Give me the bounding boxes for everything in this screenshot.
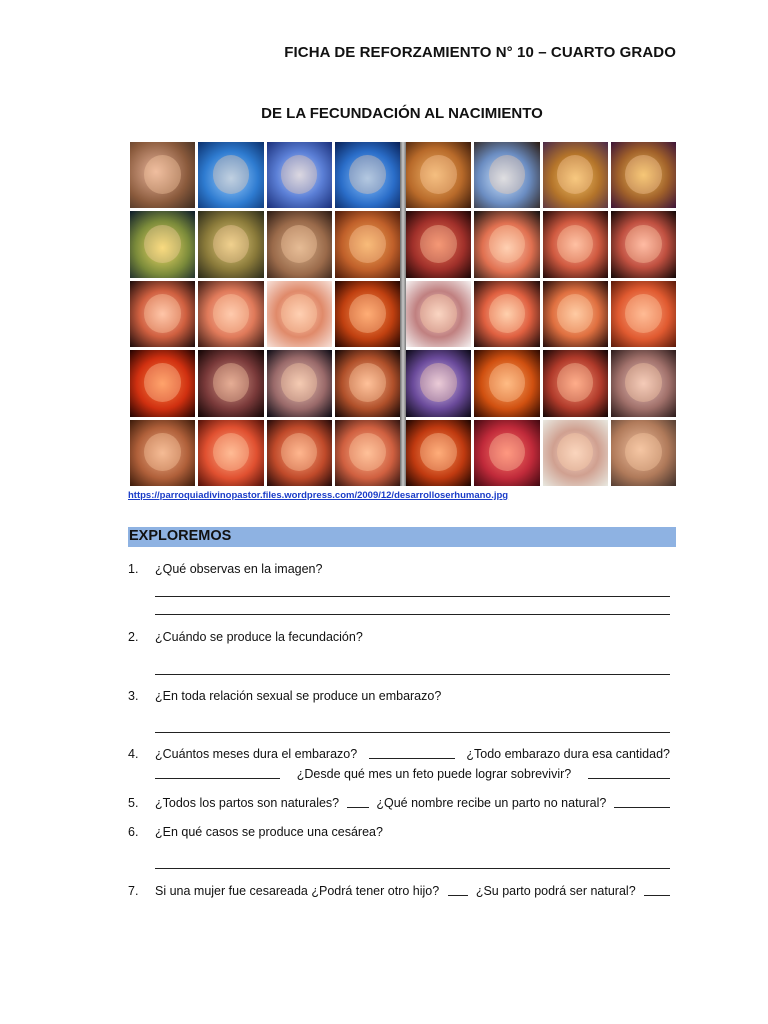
collage-photo xyxy=(267,142,332,208)
question-text: ¿En toda relación sexual se produce un embarazo? xyxy=(155,689,442,703)
question-part: ¿Todo embarazo dura esa cantidad? xyxy=(466,747,670,761)
answer-line[interactable] xyxy=(155,674,670,675)
question-text-line-2 xyxy=(155,767,670,781)
collage-photo xyxy=(474,142,539,208)
section-title: EXPLOREMOS xyxy=(129,528,232,544)
question-number: 2. xyxy=(128,630,139,644)
collage-photo xyxy=(335,211,400,277)
collage-photo xyxy=(543,350,608,416)
collage-photo xyxy=(335,281,400,347)
collage-photo xyxy=(406,281,471,347)
collage-photo xyxy=(335,350,400,416)
question-part: ¿Cuántos meses dura el embarazo? xyxy=(155,747,358,761)
question-part: ¿Qué nombre recibe un parto no natural? xyxy=(376,796,607,810)
question-text xyxy=(155,796,670,810)
embryo-development-collage xyxy=(130,142,676,486)
collage-photo xyxy=(406,211,471,277)
answer-line[interactable] xyxy=(155,596,670,597)
question-part: ¿Su parto podrá ser natural? xyxy=(475,884,636,898)
collage-photo xyxy=(267,281,332,347)
collage-photo xyxy=(198,142,263,208)
section-header-band xyxy=(128,527,676,547)
collage-photo xyxy=(611,211,676,277)
answer-blank[interactable] xyxy=(614,796,670,808)
question-number: 5. xyxy=(128,796,139,810)
question-number: 1. xyxy=(128,562,139,576)
collage-photo xyxy=(406,420,471,486)
collage-photo xyxy=(198,350,263,416)
collage-photo xyxy=(267,420,332,486)
collage-photo xyxy=(198,211,263,277)
collage-photo xyxy=(130,350,195,416)
question-part: Si una mujer fue cesareada ¿Podrá tener otro hijo? xyxy=(155,884,440,898)
answer-blank[interactable] xyxy=(347,796,369,808)
collage-photo xyxy=(474,350,539,416)
question-number: 3. xyxy=(128,689,139,703)
question-part: ¿Todos los partos son naturales? xyxy=(155,796,340,810)
collage-photo xyxy=(267,350,332,416)
collage-photo xyxy=(335,420,400,486)
collage-photo xyxy=(611,420,676,486)
collage-photo xyxy=(474,211,539,277)
topic-title: DE LA FECUNDACIÓN AL NACIMIENTO xyxy=(261,105,543,122)
sheet-title: FICHA DE REFORZAMIENTO N° 10 – CUARTO GRADO xyxy=(284,44,676,61)
question-text-line-1 xyxy=(155,747,670,761)
collage-photo xyxy=(474,420,539,486)
collage-photo xyxy=(474,281,539,347)
question-text: ¿Qué observas en la imagen? xyxy=(155,562,323,576)
answer-blank[interactable] xyxy=(369,747,455,759)
collage-photo xyxy=(406,350,471,416)
collage-photo xyxy=(130,142,195,208)
question-number: 7. xyxy=(128,884,139,898)
collage-left-panel xyxy=(130,142,400,486)
question-text: ¿En qué casos se produce una cesárea? xyxy=(155,825,383,839)
collage-photo xyxy=(611,350,676,416)
collage-photo xyxy=(198,420,263,486)
answer-line[interactable] xyxy=(155,614,670,615)
answer-blank[interactable] xyxy=(644,884,670,896)
collage-photo xyxy=(611,281,676,347)
collage-photo xyxy=(130,281,195,347)
collage-photo xyxy=(267,211,332,277)
question-part: ¿Desde qué mes un feto puede lograr sobrevivir? xyxy=(296,767,572,781)
collage-photo xyxy=(335,142,400,208)
collage-right-panel xyxy=(406,142,676,486)
question-text xyxy=(155,884,670,898)
collage-photo xyxy=(198,281,263,347)
answer-blank[interactable] xyxy=(155,767,280,779)
collage-photo xyxy=(130,211,195,277)
collage-photo xyxy=(611,142,676,208)
answer-line[interactable] xyxy=(155,732,670,733)
collage-photo xyxy=(406,142,471,208)
question-number: 6. xyxy=(128,825,139,839)
collage-photo xyxy=(543,420,608,486)
image-source-link[interactable]: https://parroquiadivinopastor.files.wordpress.com/2009/12/desarrolloserhumano.jpg xyxy=(128,490,509,501)
answer-blank[interactable] xyxy=(588,767,670,779)
answer-blank[interactable] xyxy=(448,884,468,896)
collage-photo xyxy=(543,142,608,208)
collage-photo xyxy=(543,281,608,347)
collage-photo xyxy=(130,420,195,486)
question-text: ¿Cuándo se produce la fecundación? xyxy=(155,630,363,644)
question-number: 4. xyxy=(128,747,139,761)
answer-line[interactable] xyxy=(155,868,670,869)
collage-photo xyxy=(543,211,608,277)
